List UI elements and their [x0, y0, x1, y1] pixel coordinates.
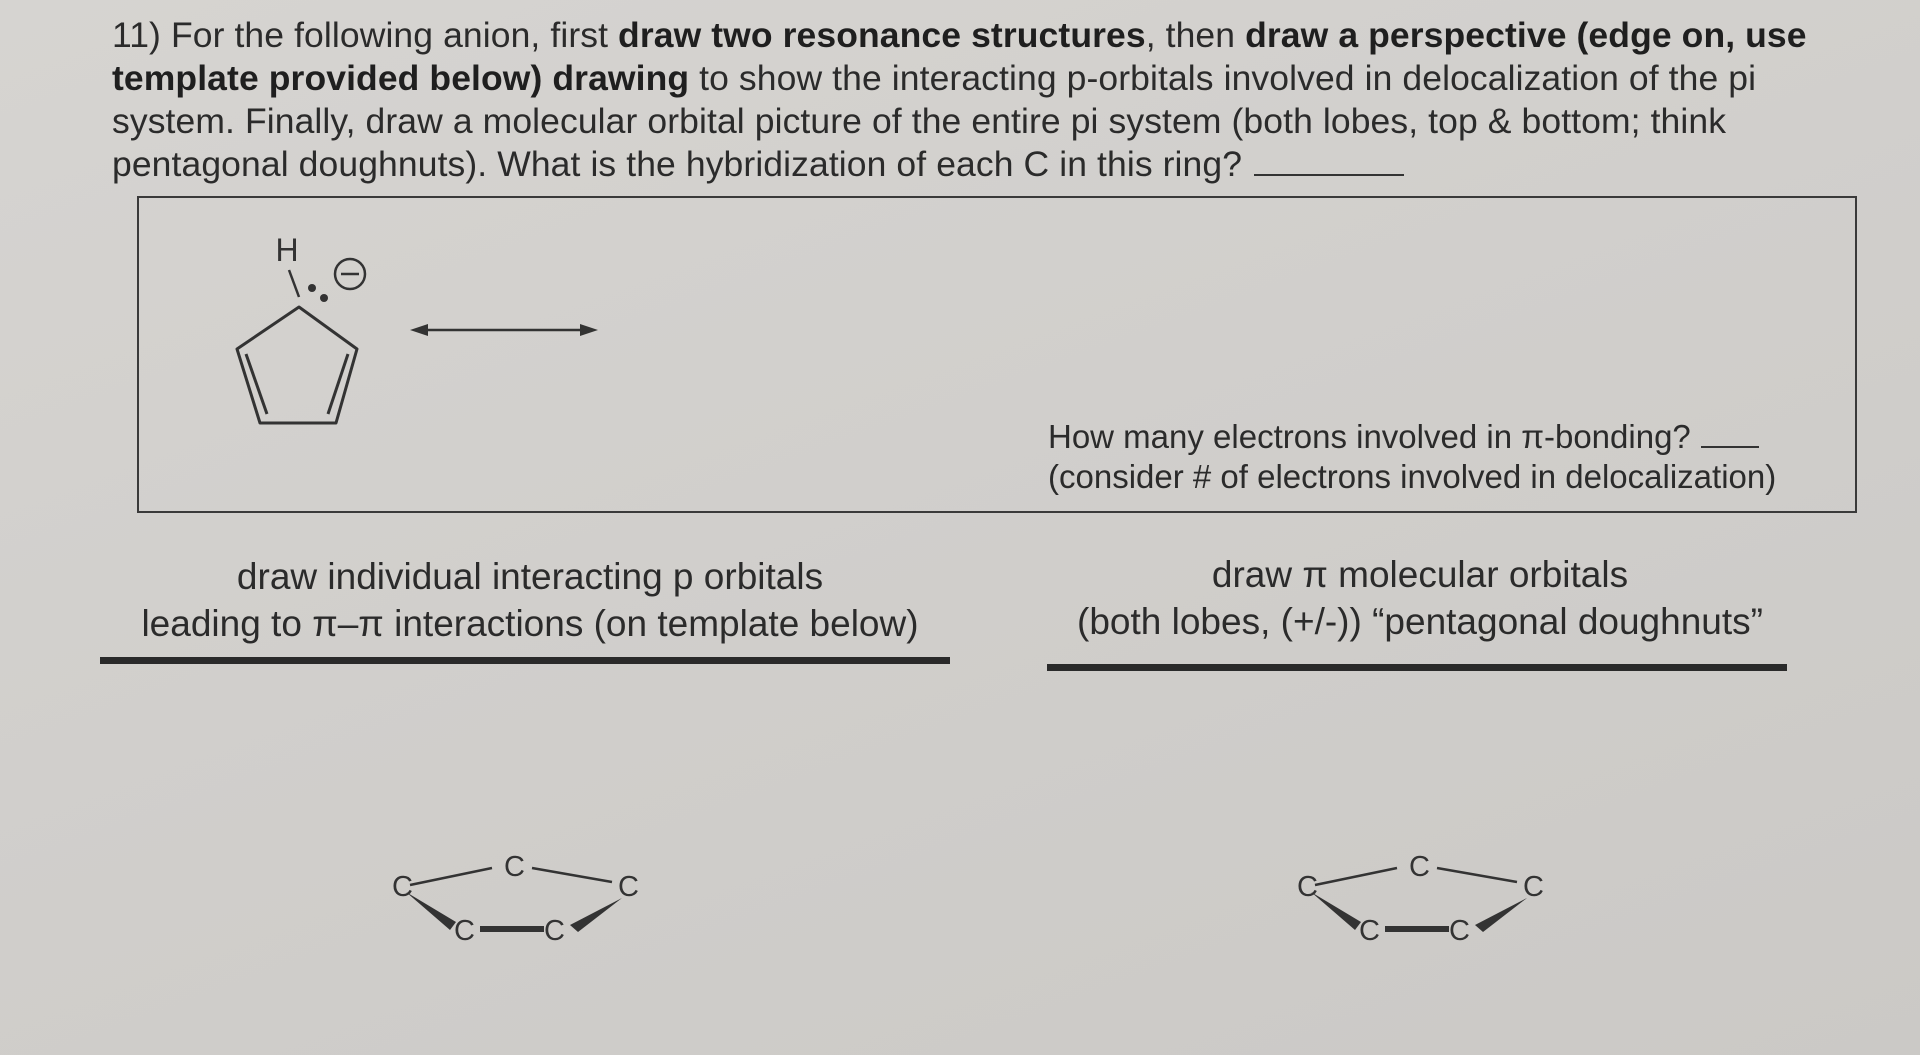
template-atom-front-left: C [1359, 915, 1380, 947]
pi-electrons-question-line1: How many electrons involved in π-bonding? [1048, 418, 1691, 455]
template-atom-left: C [392, 871, 413, 903]
template-atom-right: C [618, 871, 639, 903]
resonance-arrow [410, 324, 598, 336]
question-bold-1: draw two resonance structures [618, 15, 1146, 55]
cyclopentadiene-ring [237, 307, 357, 423]
template-atom-front-right: C [544, 915, 565, 947]
p-orbitals-instruction-line2: leading to π–π interactions (on template below) [141, 603, 919, 644]
pi-electrons-answer-blank[interactable] [1701, 420, 1759, 448]
molecular-orbitals-instruction [1040, 551, 1800, 645]
template-atom-top: C [504, 851, 525, 883]
template-atom-right: C [1523, 871, 1544, 903]
template-atom-left: C [1297, 871, 1318, 903]
question-number: 11) [112, 15, 161, 55]
template-atom-front-left: C [454, 915, 475, 947]
lone-pair-dot-1 [308, 284, 316, 292]
template-atom-top: C [1409, 851, 1430, 883]
question-bold-2: draw a perspective (edge on, use template provided below) drawing [112, 15, 1807, 98]
pi-electrons-question [1048, 417, 1776, 497]
right-section-rule [1047, 664, 1787, 671]
question-part-2: , then [1145, 15, 1236, 55]
pi-electrons-question-line2: (consider # of electrons involved in delocalization) [1048, 458, 1777, 495]
left-section-rule [100, 657, 950, 664]
left-perspective-template[interactable] [380, 830, 680, 990]
question-text [112, 14, 1872, 186]
question-part-1: For the following anion, first [170, 15, 609, 55]
cyclopentadienyl-anion-structure [200, 230, 630, 440]
molecular-orbitals-instruction-line1: draw π molecular orbitals [1211, 554, 1629, 595]
lone-pair-dot-2 [320, 294, 328, 302]
charge-symbol: − [349, 285, 351, 286]
hydrogen-label: H [275, 232, 299, 268]
c-h-bond [289, 270, 299, 297]
molecular-orbitals-instruction-line2: (both lobes, (+/-)) “pentagonal doughnuts” [1077, 601, 1763, 642]
right-perspective-template[interactable] [1285, 830, 1585, 990]
hybridization-answer-blank[interactable] [1254, 144, 1404, 176]
p-orbitals-instruction [100, 553, 960, 647]
p-orbitals-instruction-line1: draw individual interacting p orbitals [236, 556, 824, 597]
template-atom-front-right: C [1449, 915, 1470, 947]
negative-charge-icon [335, 259, 365, 289]
question-part-3: to show the interacting p-orbitals involved in delocalization of the pi system. Finally, draw a molecular orbital picture of the entire pi system (both lobes, top & bottom; think pentagonal doughnuts). What is the hybridization of each C in this ring? [112, 58, 1757, 184]
